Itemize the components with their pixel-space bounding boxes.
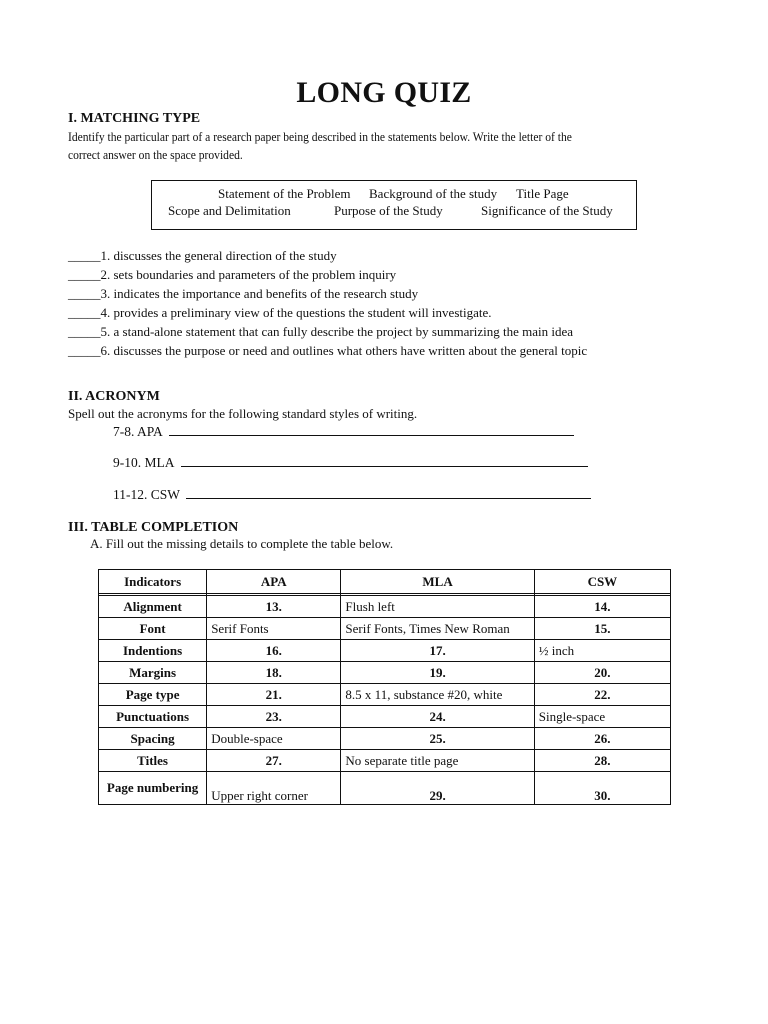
cell-mla: 8.5 x 11, substance #20, white (341, 684, 534, 706)
row-indicator: Spacing (99, 728, 207, 750)
section-2-heading: II. ACRONYM (68, 389, 160, 404)
acronym-mla-row (113, 455, 588, 471)
table-row (99, 684, 671, 706)
cell-mla: 19. (341, 662, 534, 684)
cell-csw: Single-space (534, 706, 670, 728)
matching-item-1: _____1. discusses the general direction of the study (68, 248, 337, 263)
cell-apa: 21. (207, 684, 341, 706)
section-3-heading: III. TABLE COMPLETION (68, 520, 239, 535)
acronym-mla-label: 9-10. MLA (113, 455, 175, 470)
cell-mla: Flush left (341, 596, 534, 618)
choice-scope: Scope and Delimitation (168, 203, 291, 218)
table-row (99, 772, 671, 805)
choice-title-page: Title Page (516, 186, 569, 201)
row-indicator: Punctuations (99, 706, 207, 728)
section-1-heading: I. MATCHING TYPE (68, 111, 201, 126)
cell-csw: 20. (534, 662, 670, 684)
matching-item-6: _____6. discusses the purpose or need and outlines what others have written about the general topic (68, 343, 588, 358)
table-row (99, 750, 671, 772)
section-3-instruction: A. Fill out the missing details to complete the table below. (90, 536, 394, 551)
section-1-instructions-line-1: Identify the particular part of a research paper being described in the statements below. Write the letter of the (68, 129, 572, 144)
cell-csw: 30. (534, 772, 670, 805)
acronym-apa-row (113, 424, 574, 440)
cell-mla: Serif Fonts, Times New Roman (341, 618, 534, 640)
header-mla: MLA (341, 570, 534, 594)
cell-csw: 22. (534, 684, 670, 706)
cell-mla: 29. (341, 772, 534, 805)
cell-mla: No separate title page (341, 750, 534, 772)
cell-mla: 24. (341, 706, 534, 728)
row-indicator: Font (99, 618, 207, 640)
acronym-apa-answer-line[interactable] (169, 434, 574, 436)
choice-significance: Significance of the Study (481, 203, 613, 218)
cell-apa: 16. (207, 640, 341, 662)
matching-item-5: _____5. a stand-alone statement that can fully describe the project by summarizing the main idea (68, 324, 574, 339)
cell-apa: 13. (207, 596, 341, 618)
cell-mla: 25. (341, 728, 534, 750)
row-indicator: Page numbering (99, 772, 207, 805)
acronym-mla-answer-line[interactable] (181, 465, 588, 467)
answer-choices-box (151, 180, 637, 230)
section-1-instructions-line-2: correct answer on the space provided. (68, 147, 243, 162)
choice-statement-of-problem: Statement of the Problem (218, 186, 351, 201)
acronym-csw-row (113, 487, 591, 503)
cell-apa: Upper right corner (207, 772, 341, 805)
cell-csw: ½ inch (534, 640, 670, 662)
header-indicators: Indicators (99, 570, 207, 594)
row-indicator: Indentions (99, 640, 207, 662)
matching-item-2: _____2. sets boundaries and parameters of the problem inquiry (68, 267, 397, 282)
acronym-csw-label: 11-12. CSW (113, 487, 180, 502)
header-apa: APA (207, 570, 341, 594)
table-header-row (99, 570, 671, 594)
cell-apa: Double-space (207, 728, 341, 750)
matching-item-4: _____4. provides a preliminary view of the questions the student will investigate. (68, 305, 492, 320)
header-csw: CSW (534, 570, 670, 594)
acronym-apa-label: 7-8. APA (113, 424, 163, 439)
table-row (99, 706, 671, 728)
row-indicator: Titles (99, 750, 207, 772)
row-indicator: Alignment (99, 596, 207, 618)
table-row (99, 618, 671, 640)
section-2-instructions: Spell out the acronyms for the following standard styles of writing. (68, 406, 418, 421)
cell-apa: Serif Fonts (207, 618, 341, 640)
cell-apa: 18. (207, 662, 341, 684)
style-comparison-table (98, 569, 671, 805)
table-row (99, 640, 671, 662)
table-row (99, 596, 671, 618)
cell-apa: 23. (207, 706, 341, 728)
quiz-title: LONG QUIZ (296, 76, 472, 109)
cell-csw: 14. (534, 596, 670, 618)
table-row (99, 662, 671, 684)
choice-background: Background of the study (369, 186, 498, 201)
matching-item-3: _____3. indicates the importance and benefits of the research study (68, 286, 419, 301)
cell-apa: 27. (207, 750, 341, 772)
cell-csw: 15. (534, 618, 670, 640)
acronym-csw-answer-line[interactable] (186, 497, 591, 499)
cell-csw: 26. (534, 728, 670, 750)
cell-csw: 28. (534, 750, 670, 772)
cell-mla: 17. (341, 640, 534, 662)
table-row (99, 728, 671, 750)
row-indicator: Page type (99, 684, 207, 706)
choice-purpose: Purpose of the Study (334, 203, 443, 218)
row-indicator: Margins (99, 662, 207, 684)
